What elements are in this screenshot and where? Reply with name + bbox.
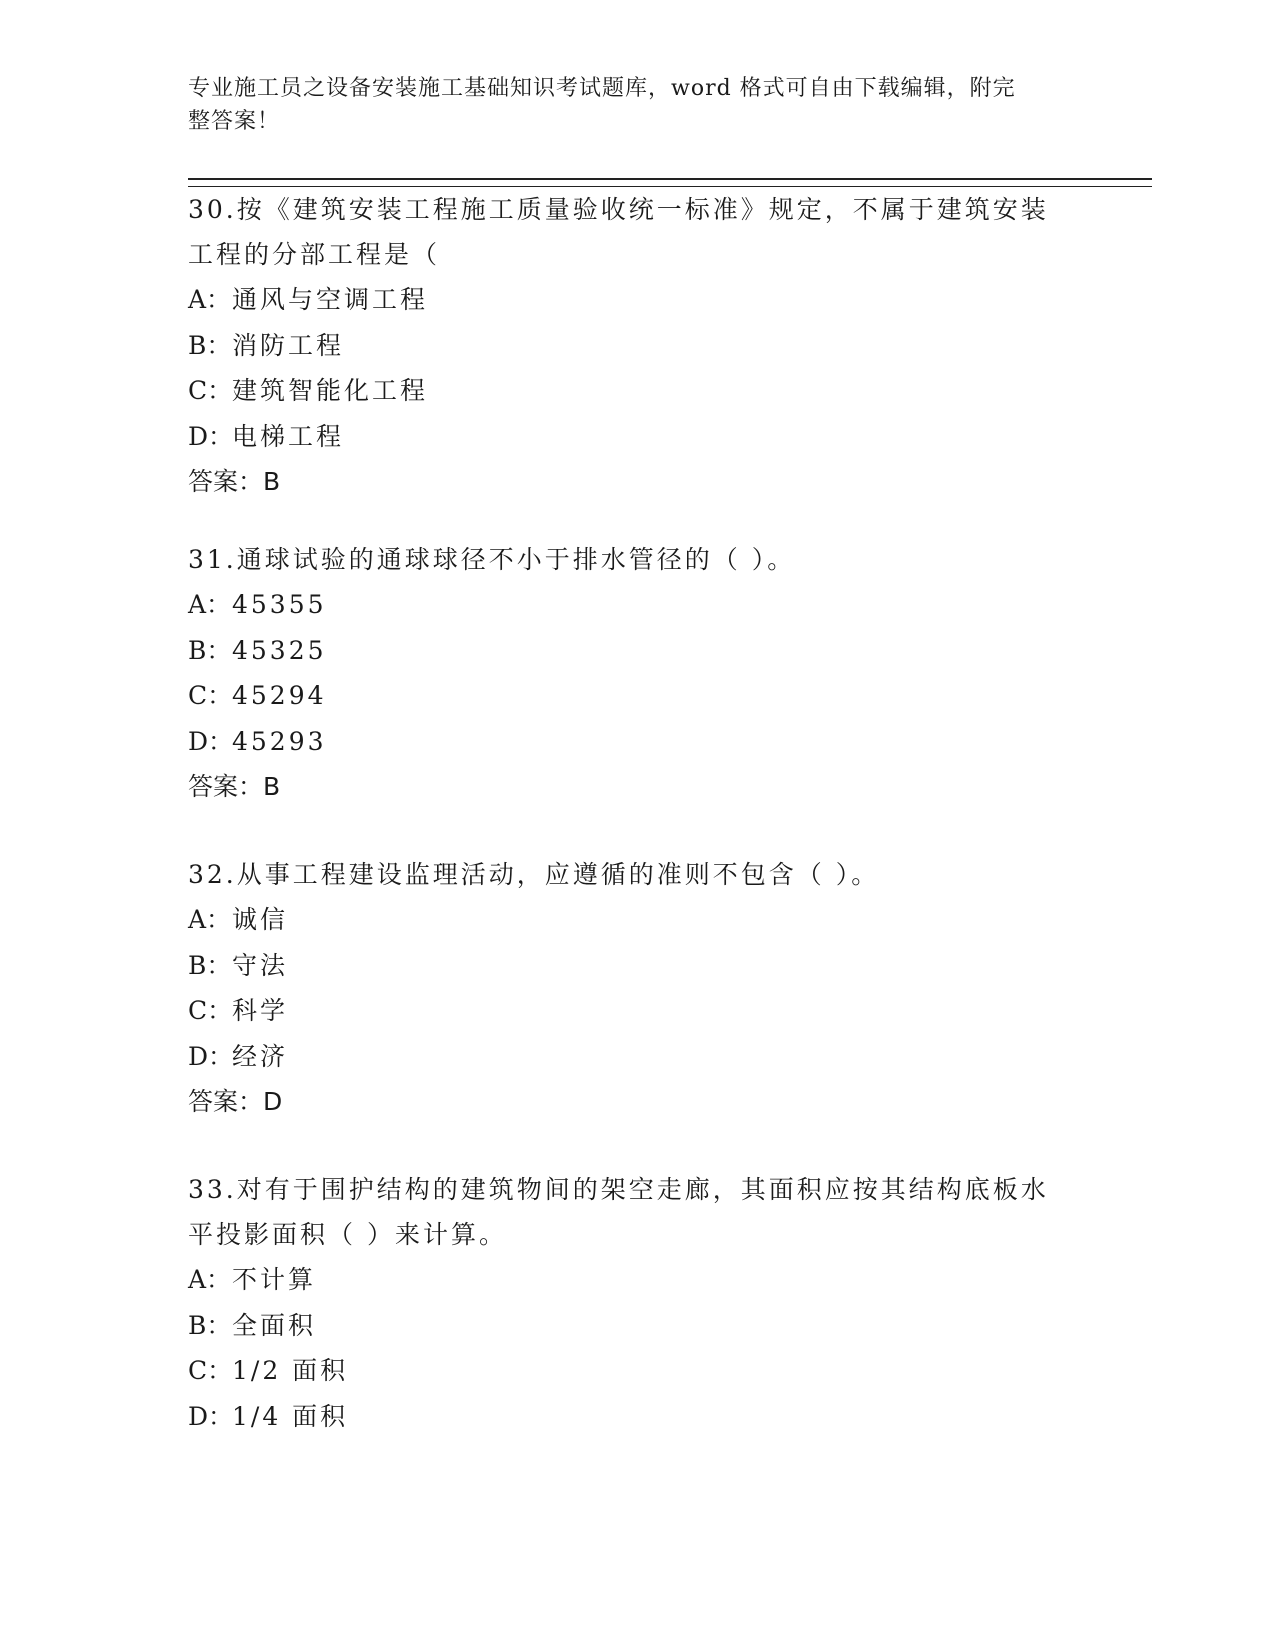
- option-key: B：: [188, 330, 232, 360]
- option-key: A：: [188, 1265, 232, 1294]
- option-key: A：: [188, 285, 232, 314]
- option-text: 电梯工程: [232, 421, 345, 451]
- document-header: [188, 72, 1068, 138]
- option-c: [188, 1348, 1088, 1394]
- question-text-line-1: 33.对有于围护结构的建筑物间的架空走廊，其面积应按其结构底板水: [188, 1175, 1049, 1204]
- question-31: [188, 537, 1088, 810]
- option-text: 守法: [232, 950, 289, 980]
- option-a: [188, 582, 1088, 628]
- option-key: A：: [188, 905, 232, 934]
- option-b: [188, 1303, 1088, 1349]
- option-key: D：: [188, 421, 234, 451]
- question-text-line-2: 工程的分部工程是（: [188, 240, 441, 269]
- question-text-line-1: 31.通球试验的通球球径不小于排水管径的（ ）。: [188, 545, 796, 574]
- option-a: [188, 1257, 1088, 1303]
- option-key: C：: [188, 376, 233, 405]
- option-a: [188, 277, 1088, 323]
- option-key: D：: [188, 1401, 234, 1431]
- option-key: B：: [188, 1310, 232, 1340]
- header-line-2: 整答案！: [188, 109, 281, 134]
- question-33: [188, 1167, 1088, 1439]
- option-c: [188, 368, 1088, 414]
- option-b: [188, 628, 1088, 674]
- option-d: [188, 719, 1088, 765]
- option-text: 科学: [232, 996, 289, 1025]
- option-key: C：: [188, 996, 233, 1025]
- option-text: 45294: [232, 681, 327, 710]
- answer: 答案：B: [188, 772, 281, 801]
- answer: 答案：D: [188, 1087, 283, 1116]
- option-key: C：: [188, 1356, 233, 1385]
- option-d: [188, 1034, 1088, 1080]
- option-key: A：: [188, 590, 232, 619]
- option-key: D：: [188, 1041, 234, 1071]
- header-divider: [188, 178, 1152, 187]
- option-text: 全面积: [232, 1310, 317, 1340]
- option-c: [188, 673, 1088, 719]
- option-a: [188, 897, 1088, 943]
- question-text-line-1: 30.按《建筑安装工程施工质量验收统一标准》规定，不属于建筑安装: [188, 195, 1049, 224]
- option-text: 建筑智能化工程: [232, 376, 429, 405]
- option-key: C：: [188, 681, 233, 710]
- option-text: 经济: [232, 1041, 289, 1071]
- option-text: 诚信: [232, 905, 289, 934]
- option-text: 1/4 面积: [232, 1401, 349, 1431]
- option-text: 1/2 面积: [232, 1356, 349, 1385]
- option-key: D：: [188, 726, 234, 756]
- option-d: [188, 1394, 1088, 1440]
- question-text-line-2: 平投影面积（ ）来计算。: [188, 1220, 507, 1249]
- question-text-line-1: 32.从事工程建设监理活动，应遵循的准则不包含（ ）。: [188, 860, 880, 889]
- question-32: [188, 852, 1088, 1125]
- option-text: 通风与空调工程: [232, 285, 429, 314]
- option-text: 45325: [232, 635, 327, 665]
- answer: 答案：B: [188, 467, 281, 496]
- option-text: 45293: [232, 726, 327, 756]
- question-30: [188, 187, 1088, 505]
- option-d: [188, 414, 1088, 460]
- option-text: 不计算: [232, 1265, 317, 1294]
- option-c: [188, 988, 1088, 1034]
- header-line-1: 专业施工员之设备安装施工基础知识考试题库，word 格式可自由下载编辑，附完: [188, 76, 1016, 101]
- option-key: B：: [188, 950, 232, 980]
- option-b: [188, 943, 1088, 989]
- option-b: [188, 323, 1088, 369]
- option-text: 消防工程: [232, 330, 345, 360]
- option-key: B：: [188, 635, 232, 665]
- option-text: 45355: [232, 590, 327, 619]
